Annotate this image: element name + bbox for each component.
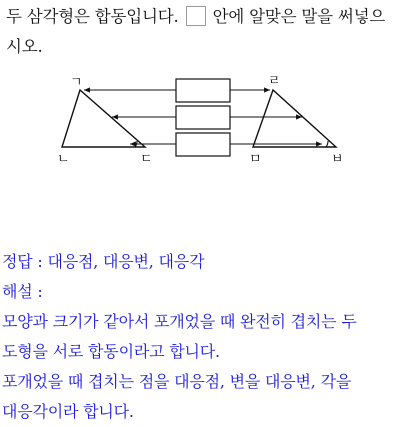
blank-box-corresponding-angles: [176, 133, 230, 156]
vertex-label-mieum: ㅁ: [249, 152, 262, 167]
vertex-label-bieup: ㅂ: [331, 152, 344, 167]
right-angle-mark: [326, 141, 328, 147]
vertex-label-nieun: ㄴ: [57, 152, 70, 167]
question-text: [6, 2, 396, 62]
blank-box-corresponding-points: [176, 79, 230, 102]
question-part-2: 안에 알맞은 말을 써넣으시오.: [6, 7, 386, 56]
right-triangle: [253, 90, 336, 147]
correct-answer: 정답 : 대응점, 대응변, 대응각: [2, 252, 205, 271]
explanation-line-1: 모양과 크기가 같아서 포개었을 때 완전히 겹치는 두: [2, 312, 357, 331]
vertex-label-rieul: ㄹ: [268, 74, 281, 89]
vertex-label-digeut: ㄷ: [140, 152, 153, 167]
explanation-line-4: 대응각이라 합니다.: [2, 402, 134, 421]
vertex-label-giyeok: ㄱ: [70, 75, 83, 90]
explanation-line-2: 도형을 서로 합동이라고 합니다.: [2, 342, 220, 361]
congruent-triangles-figure: [0, 70, 400, 180]
answer-blank-box: [186, 6, 206, 26]
question-part-1: 두 삼각형은 합동입니다.: [6, 7, 179, 26]
answer-section: [2, 247, 398, 427]
explanation-heading: 해설 :: [2, 282, 43, 301]
explanation-line-3: 포개었을 때 겹치는 점을 대응점, 변을 대응변, 각을: [2, 372, 352, 391]
blank-box-corresponding-sides: [176, 106, 230, 129]
left-triangle: [62, 90, 145, 147]
